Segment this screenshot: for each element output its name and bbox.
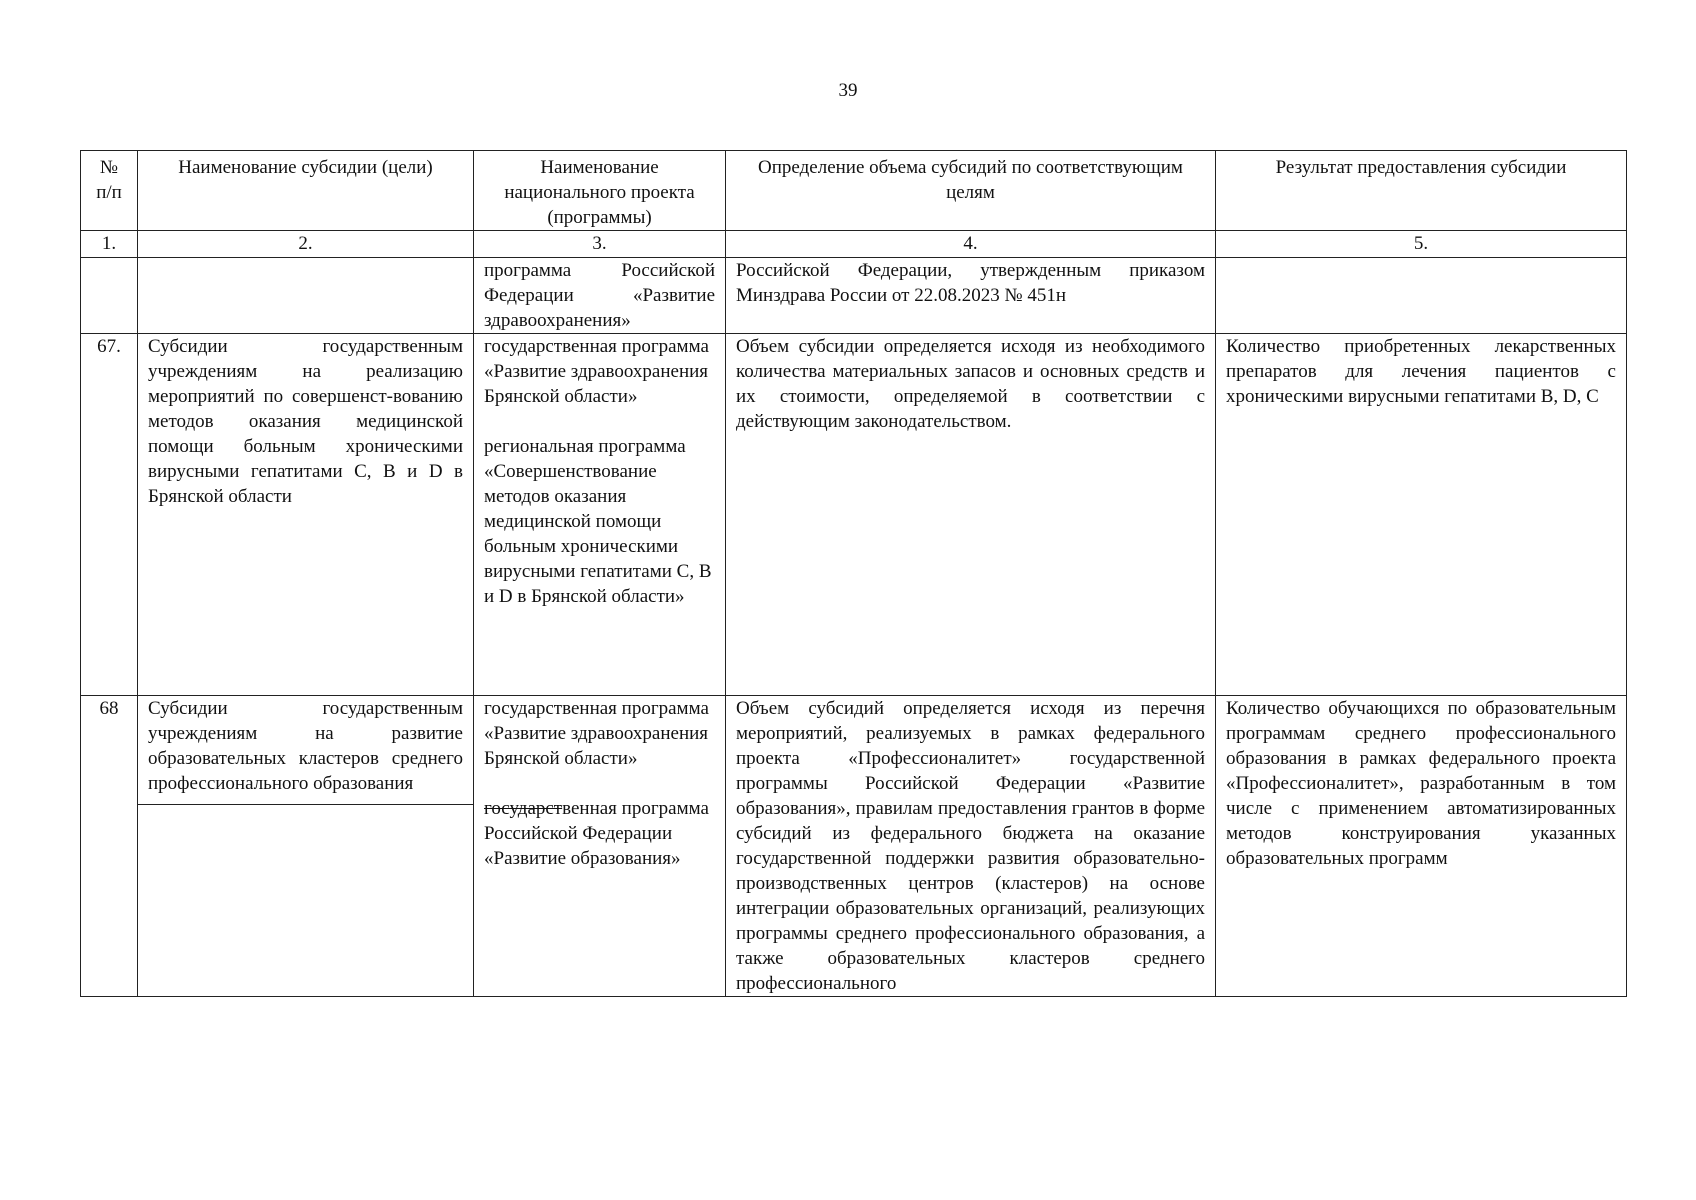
cell-divider (138, 804, 473, 805)
header-result: Результат предоставления субсидии (1216, 151, 1627, 231)
subsidy-result: Количество обучающихся по образовательным программам среднего профессионального образования в рамках федерального проекта «Профессионалитет», разработанным в том числе с применением автоматизированных методов конструирования указанных образовательных программ (1216, 696, 1627, 997)
table-row-continuation (81, 258, 1627, 334)
column-number: 5. (1216, 231, 1627, 258)
subsidy-name-text: Субсидии государственным учреждениям на развитие образовательных кластеров среднего профессионального образования (148, 698, 463, 794)
table-header-row (81, 151, 1627, 231)
subsidy-name (138, 696, 474, 997)
continuation-result (1216, 258, 1627, 334)
struck-text: государст (484, 798, 563, 819)
page-number: 39 (838, 80, 858, 101)
column-number-row (81, 231, 1627, 258)
subsidy-result: Количество приобретенных лекарственных препаратов для лечения пациентов с хроническими вирусными гепатитами B, D, C (1216, 334, 1627, 696)
continuation-num (81, 258, 138, 334)
continuation-program: программа Российской Федерации «Развитие здравоохранения» (474, 258, 726, 334)
column-number: 4. (726, 231, 1216, 258)
national-project (474, 334, 726, 696)
program-federal-text: венная программа Российской Федерации «Развитие образования» (484, 798, 709, 869)
table-row-67 (81, 334, 1627, 696)
program-regional: региональная программа «Совершенствование методов оказания медицинской помощи больным хроническими вирусными гепатитами C, B и D в Брянской области» (484, 436, 712, 607)
volume-definition: Объем субсидий определяется исходя из перечня мероприятий, реализуемых в рамках федерального проекта «Профессионалитет» государственной программы Российской Федерации «Развитие образования», правилам предоставления грантов в форме субсидий из федерального бюджета на оказание государственной поддержки развития образовательно- производственных центров (кластеров) на основе интеграции образовательных организаций, реализующих программы среднего профессионального образования, а также образовательных кластеров среднего профессионального (726, 696, 1216, 997)
column-number: 3. (474, 231, 726, 258)
continuation-volume: Российской Федерации, утвержденным приказом Минздрава России от 22.08.2023 № 451н (726, 258, 1216, 334)
program-primary: государственная программа «Развитие здравоохранения Брянской области» (484, 336, 709, 407)
row-number: 68 (81, 696, 138, 997)
row-number: 67. (81, 334, 138, 696)
header-number: № п/п (81, 151, 138, 231)
volume-definition: Объем субсидии определяется исходя из необходимого количества материальных запасов и основных средств и их стоимости, определяемой в соответствии с действующим законодательством. (726, 334, 1216, 696)
subsidy-table (80, 150, 1627, 997)
program-federal (484, 796, 715, 871)
national-project (474, 696, 726, 997)
subsidy-name: Субсидии государственным учреждениям на реализацию мероприятий по совершенст-вованию методов оказания медицинской помощи больным хроническими вирусными гепатитами C, B и D в Брянской области (138, 334, 474, 696)
table-row-68 (81, 696, 1627, 997)
header-national-project: Наименование национального проекта (программы) (474, 151, 726, 231)
header-subsidy-name: Наименование субсидии (цели) (138, 151, 474, 231)
column-number: 2. (138, 231, 474, 258)
header-volume-definition: Определение объема субсидий по соответствующим целям (726, 151, 1216, 231)
program-primary: государственная программа «Развитие здравоохранения Брянской области» (484, 698, 709, 769)
column-number: 1. (81, 231, 138, 258)
continuation-name (138, 258, 474, 334)
